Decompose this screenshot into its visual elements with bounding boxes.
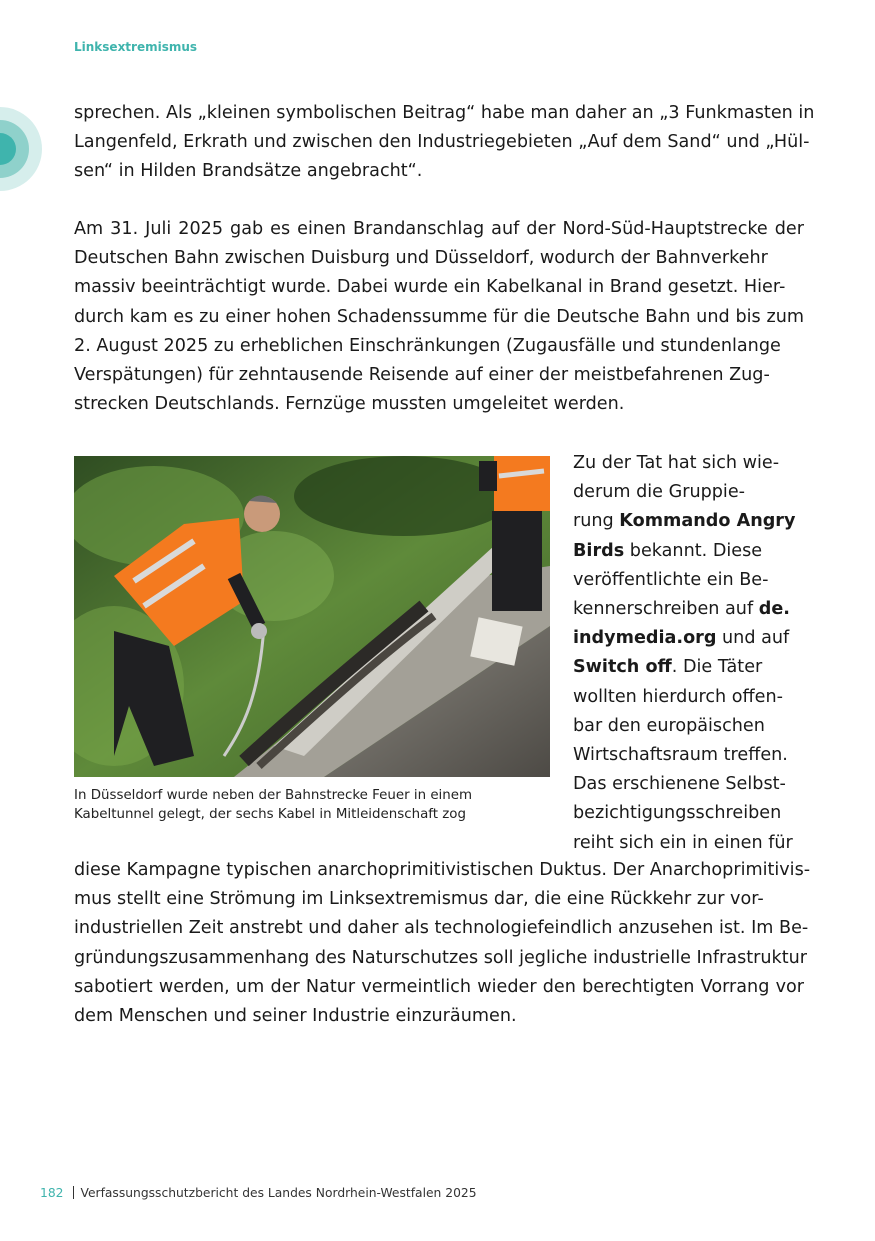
text-line: Wirtschaftsraum treffen. xyxy=(573,745,788,766)
website-name: indymedia.org xyxy=(573,628,717,649)
side-column-text xyxy=(573,449,803,858)
paragraph-1 xyxy=(74,99,815,187)
website-name: de. xyxy=(758,599,790,620)
text-line: sen“ in Hilden Brandsätze angebracht“. xyxy=(74,161,423,182)
report-title: Verfassungsschutzbericht des Landes Nordrhein-Westfalen 2025 xyxy=(80,1186,477,1200)
footer-divider xyxy=(73,1186,74,1199)
page-number: 182 xyxy=(40,1186,64,1200)
text-line: Am 31. Juli 2025 gab es einen Brandanschlag auf der Nord-Süd-Hauptstrecke der xyxy=(74,219,804,239)
text-line: 2. August 2025 zu erheblichen Einschränkungen (Zugausfälle und stundenlange xyxy=(74,335,781,356)
text-line: bezichtigungsschreiben xyxy=(573,803,782,824)
text-line: Birds bekannt. Diese xyxy=(573,540,763,561)
text-line: Switch off. Die Täter xyxy=(573,657,763,678)
text-line: Zu der Tat hat sich wie- xyxy=(573,453,780,473)
news-photo xyxy=(74,456,550,777)
text-line: massiv beeinträchtigt wurde. Dabei wurde ein Kabelkanal in Brand gesetzt. Hier- xyxy=(74,277,786,298)
text-line: bar den europäischen xyxy=(573,715,765,736)
group-name: Kommando Angry xyxy=(619,511,796,532)
text-line: wollten hierdurch offen- xyxy=(573,686,783,707)
photo-caption xyxy=(74,787,544,824)
caption-line: Kabeltunnel gelegt, der sechs Kabel in Mitleidenschaft zog xyxy=(74,806,466,822)
text-line: mus stellt eine Strömung im Linksextremismus dar, die eine Rückkehr zur vor- xyxy=(74,889,764,910)
page-footer xyxy=(40,1186,477,1200)
text-line: reiht sich ein in einen für xyxy=(573,832,793,853)
text-line: diese Kampagne typischen anarchoprimitivistischen Duktus. Der Anarchoprimitivis- xyxy=(74,860,811,880)
text-line: kennerschreiben auf de. xyxy=(573,599,790,620)
paragraph-2 xyxy=(74,215,804,419)
photo-illustration xyxy=(74,456,550,777)
paragraph-3 xyxy=(74,856,811,1031)
text-line: Verspätungen) für zehntausende Reisende auf einer der meistbefahrenen Zug- xyxy=(74,365,770,386)
section-label: Linksextremismus xyxy=(74,40,198,54)
text-line: Das erschienene Selbst- xyxy=(573,774,786,795)
text-line: Langenfeld, Erkrath und zwischen den Industriegebieten „Auf dem Sand“ und „Hül- xyxy=(74,132,810,153)
text-line: indymedia.org und auf xyxy=(573,628,790,649)
text-line: derum die Gruppie- xyxy=(573,482,745,503)
text-line: sprechen. Als „kleinen symbolischen Beitrag“ habe man daher an „3 Funkmasten in xyxy=(74,103,815,123)
text-line: durch kam es zu einer hohen Schadenssumme für die Deutsche Bahn und bis zum xyxy=(74,306,804,327)
text-line: strecken Deutschlands. Fernzüge mussten umgeleitet werden. xyxy=(74,394,625,415)
decorative-circles-icon xyxy=(0,107,42,191)
text-line: gründungszusammenhang des Naturschutzes soll jegliche industrielle Infrastruktur xyxy=(74,947,807,968)
text-line: sabotiert werden, um der Natur vermeintlich wieder den berechtigten Vorrang vor xyxy=(74,976,804,997)
text-line: Deutschen Bahn zwischen Duisburg und Düsseldorf, wodurch der Bahnverkehr xyxy=(74,248,768,269)
text-line: industriellen Zeit anstrebt und daher als technologiefeindlich anzusehen ist. Im Be- xyxy=(74,918,809,939)
text-line: rung Kommando Angry xyxy=(573,511,796,532)
website-name: Switch off xyxy=(573,657,672,678)
caption-line: In Düsseldorf wurde neben der Bahnstrecke Feuer in einem xyxy=(74,788,473,803)
group-name: Birds xyxy=(573,540,625,561)
text-line: veröffentlichte ein Be- xyxy=(573,569,769,590)
text-line: dem Menschen und seiner Industrie einzuräumen. xyxy=(74,1006,517,1027)
